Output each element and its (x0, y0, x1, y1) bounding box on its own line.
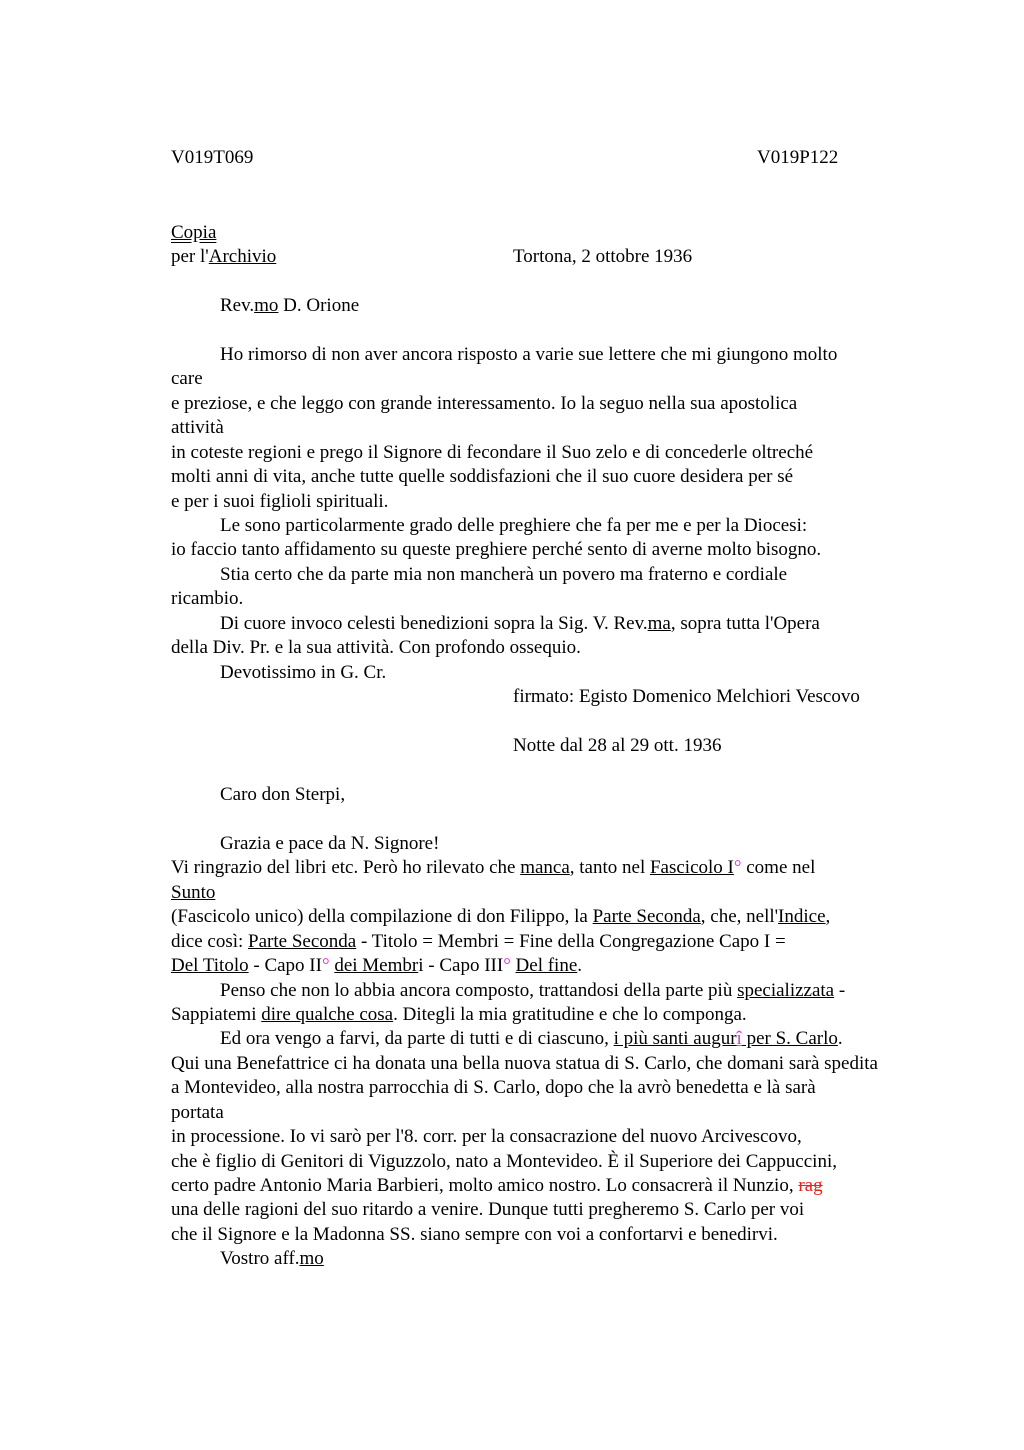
paragraph-line: Sunto (171, 882, 216, 903)
paragraph-line: in processione. Io vi sarò per l'8. corr. per la consacrazione del nuovo Arcivescovo, (171, 1126, 802, 1147)
paragraph-line: che è figlio di Genitori di Viguzzolo, nato a Montevideo. È il Superiore dei Cappuccini, (171, 1151, 837, 1172)
paragraph-line: attività (171, 417, 224, 438)
paragraph-line: Le sono particolarmente grado delle preghiere che fa per me e per la Diocesi: (220, 515, 808, 536)
document-code-left: V019T069 (171, 147, 254, 168)
letter1-place-date: Tortona, 2 ottobre 1936 (513, 246, 693, 267)
paragraph-line: Sappiatemi dire qualche cosa. Ditegli la mia gratitudine e che lo componga. (171, 1004, 747, 1025)
paragraph-line: Qui una Benefattrice ci ha donata una bella nuova statua di S. Carlo, che domani sarà spedita (171, 1053, 878, 1074)
paragraph-line: e preziose, e che leggo con grande interessamento. Io la seguo nella sua apostolica (171, 393, 798, 414)
paragraph-line: a Montevideo, alla nostra parrocchia di S. Carlo, dopo che la avrò benedetta e là sarà (171, 1077, 816, 1098)
letter2-closing: Vostro aff.mo (220, 1248, 324, 1269)
letter2-blessing: Grazia e pace da N. Signore! (220, 833, 440, 854)
paragraph-line: Ed ora vengo a farvi, da parte di tutti e di ciascuno, i più santi augurî per S. Carlo. (220, 1028, 843, 1049)
letter2-date: Notte dal 28 al 29 ott. 1936 (513, 735, 722, 756)
letter2-greeting: Caro don Sterpi, (220, 784, 346, 805)
letter1-signature: firmato: Egisto Domenico Melchiori Vescovo (513, 686, 860, 707)
paragraph-line: Stia certo che da parte mia non mancherà un povero ma fraterno e cordiale (220, 564, 788, 585)
paragraph-line: Ho rimorso di non aver ancora risposto a varie sue lettere che mi giungono molto (220, 344, 838, 365)
paragraph-line: ricambio. (171, 588, 244, 609)
archive-label: per l'Archivio (171, 246, 277, 267)
paragraph-line: e per i suoi figlioli spirituali. (171, 491, 389, 512)
document-code-right: V019P122 (757, 147, 839, 168)
paragraph-line: certo padre Antonio Maria Barbieri, molto amico nostro. Lo consacrerà il Nunzio, rag (171, 1175, 823, 1196)
paragraph-line: che il Signore e la Madonna SS. siano sempre con voi a confortarvi e benedirvi. (171, 1224, 778, 1245)
paragraph-line: molti anni di vita, anche tutte quelle soddisfazioni che il suo cuore desidera per sé (171, 466, 794, 487)
paragraph-line: io faccio tanto affidamento su queste preghiere perché sento di averne molto bisogno. (171, 539, 822, 560)
paragraph-line: care (171, 368, 203, 389)
copy-label: Copia (171, 222, 217, 243)
paragraph-line: Penso che non lo abbia ancora composto, trattandosi della parte più specializzata - (220, 980, 846, 1001)
letter1-closing: Devotissimo in G. Cr. (220, 662, 387, 683)
paragraph-line: Del Titolo - Capo II° dei Membri - Capo III° Del fine. (171, 955, 583, 976)
paragraph-line: Vi ringrazio del libri etc. Però ho rilevato che manca, tanto nel Fascicolo I° come nel (171, 857, 816, 878)
paragraph-line: portata (171, 1102, 224, 1123)
paragraph-line: una delle ragioni del suo ritardo a venire. Dunque tutti pregheremo S. Carlo per voi (171, 1199, 805, 1220)
paragraph-line: in coteste regioni e prego il Signore di fecondare il Suo zelo e di concederle oltreché (171, 442, 814, 463)
paragraph-line: della Div. Pr. e la sua attività. Con profondo ossequio. (171, 637, 581, 658)
paragraph-line: (Fascicolo unico) della compilazione di don Filippo, la Parte Seconda, che, nell'Indice, (171, 906, 831, 927)
paragraph-line: dice così: Parte Seconda - Titolo = Membri = Fine della Congregazione Capo I = (171, 931, 786, 952)
letter1-salutation: Rev.mo D. Orione (220, 295, 360, 316)
paragraph-line: Di cuore invoco celesti benedizioni sopra la Sig. V. Rev.ma, sopra tutta l'Opera (220, 613, 820, 634)
